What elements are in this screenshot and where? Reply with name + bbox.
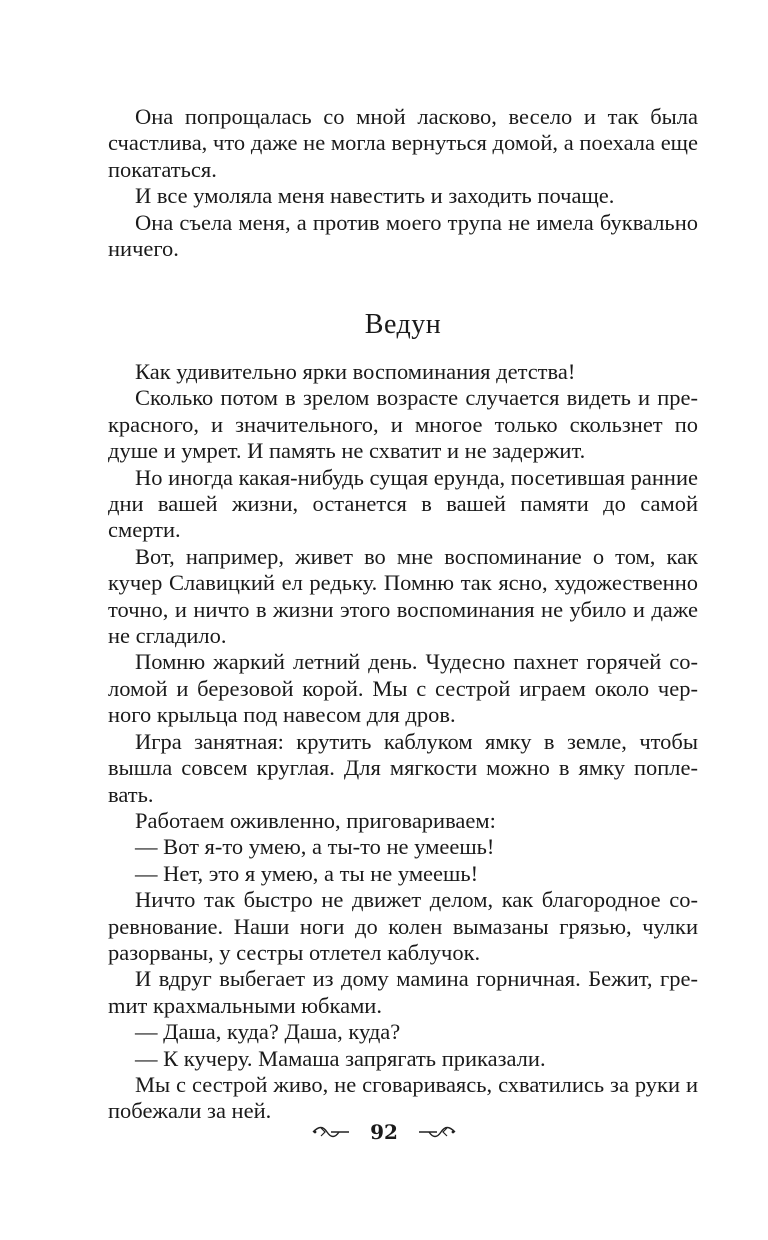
- page-number: 92: [370, 1119, 398, 1144]
- paragraph: Она съела меня, а против моего трупа не имела буквально ничего.: [108, 209, 698, 262]
- paragraph: Помню жаркий летний день. Чудесно пахнет горячей соломой и березовой корой. Мы с сестрой играем около черного крыльца под навесом для дров.: [108, 649, 698, 728]
- book-page: [108, 104, 698, 1124]
- dialogue-line: — Вот я-то умею, а ты-то не умеешь!: [135, 834, 495, 860]
- paragraph: Работаем оживленно, приговариваем:: [135, 807, 496, 833]
- paragraph: Вот, например, живет во мне воспоминание о том, как кучер Славицкий ел редьку. Помню так ясно, художественно точно, и ничто в жизни этого воспоминания не убило и даже не сгладило.: [108, 543, 698, 649]
- paragraph: И все умоляла меня навестить и заходить почаще.: [135, 183, 615, 209]
- ornament-flourish-icon: [417, 1125, 457, 1139]
- ornament-flourish-icon: [311, 1125, 351, 1139]
- page-footer: [0, 1118, 768, 1144]
- chapter-title: Ведун: [364, 309, 442, 340]
- paragraph: Она попрощалась со мной ласково, весело и так была счастлива, что даже не могла вернуться домой, а поехала еще покататься.: [108, 104, 698, 182]
- dialogue-line: — Даша, куда? Даша, куда?: [135, 1019, 401, 1045]
- paragraph: Как удивительно ярки воспоминания детства!: [135, 359, 576, 384]
- paragraph: Но иногда какая-нибудь сущая ерунда, посетившая ранние дни вашей жизни, останется в вашей памяти до самой смерти.: [108, 464, 698, 543]
- dialogue-line: — Нет, это я умею, а ты не умеешь!: [135, 860, 479, 886]
- preceding-text: [108, 104, 698, 262]
- paragraph: Сколько потом в зрелом возрасте случается видеть и прекрасного, и значительного, и многое только скользнет по душе и умрет. И память не схватит и не задержит.: [108, 385, 698, 464]
- paragraph: Мы с сестрой живо, не сговариваясь, схватились за руки и побежали за ней.: [108, 1071, 698, 1124]
- paragraph: И вдруг выбегает из дому мамина горничная. Бежит, греmит крахмальными юбками.: [108, 966, 698, 1018]
- paragraph: Игра занятная: крутить каблуком ямку в земле, чтобы вышла совсем круглая. Для мягкости можно в ямку поплевать.: [108, 728, 698, 807]
- dialogue-line: — К кучеру. Мамаша запрягать приказали.: [135, 1045, 546, 1071]
- chapter-body: [108, 359, 698, 1125]
- paragraph: Ничто так быстро не движет делом, как благородное соревнование. Наши ноги до колен вымазаны грязью, чулки разорваны, у сестры отлетел каблучок.: [108, 887, 698, 965]
